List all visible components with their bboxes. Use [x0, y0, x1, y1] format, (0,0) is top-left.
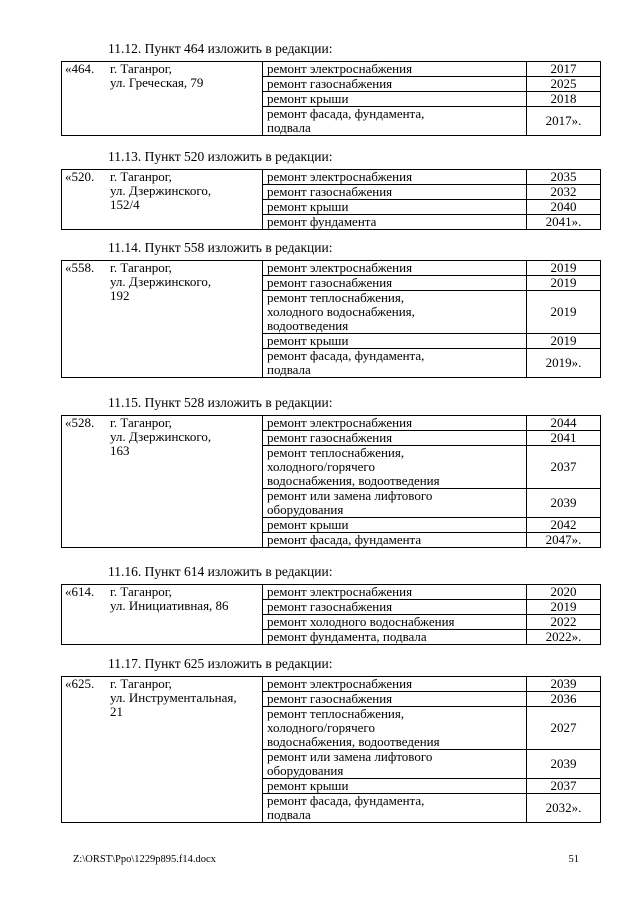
work-type-line: ремонт электроснабжения: [267, 584, 413, 599]
address-cell: [107, 416, 263, 548]
work-type-cell: [263, 630, 527, 645]
table-row: [62, 170, 601, 185]
item-number: «558.: [62, 261, 108, 378]
work-type-cell: [263, 518, 527, 533]
footer-file-path: Z:\ORST\Ppo\1229p895.f14.docx: [73, 854, 216, 865]
year-cell: 2022: [527, 615, 601, 630]
work-type-line: ремонт фасада, фундамента,: [267, 106, 425, 121]
work-type-line: ремонт газоснабжения: [267, 599, 393, 614]
work-type-line: ремонт газоснабжения: [267, 184, 393, 199]
year-cell: 2040: [527, 200, 601, 215]
work-type-line: ремонт газоснабжения: [267, 691, 393, 706]
work-type-line: водоснабжения, водоотведения: [267, 473, 440, 488]
work-type-line: ремонт крыши: [267, 517, 349, 532]
work-type-line: ремонт крыши: [267, 91, 349, 106]
table-row: [62, 677, 601, 692]
work-type-line: ремонт холодного водоснабжения: [267, 614, 455, 629]
year-cell: 2019: [527, 261, 601, 276]
work-type-cell: [263, 750, 527, 779]
table-row: [62, 585, 601, 600]
work-type-line: холодного водоснабжения,: [267, 304, 415, 319]
year-cell: 2020: [527, 585, 601, 600]
year-cell: 2042: [527, 518, 601, 533]
work-type-line: ремонт или замена лифтового: [267, 749, 433, 764]
work-type-cell: [263, 615, 527, 630]
work-type-line: ремонт фасада, фундамента,: [267, 793, 425, 808]
work-type-line: ремонт электроснабжения: [267, 169, 413, 184]
year-cell: 2039: [527, 489, 601, 518]
year-cell: 2032: [527, 185, 601, 200]
address-line: ул. Дзержинского,: [110, 274, 212, 289]
address-cell: [107, 585, 263, 645]
work-type-cell: [263, 416, 527, 431]
work-type-line: ремонт электроснабжения: [267, 260, 413, 275]
address-line: г. Таганрог,: [110, 260, 172, 275]
section-heading: 11.12. Пункт 464 изложить в редакции:: [108, 41, 333, 56]
address-line: 163: [110, 443, 130, 458]
work-type-cell: [263, 779, 527, 794]
work-type-line: оборудования: [267, 763, 344, 778]
address-line: г. Таганрог,: [110, 169, 172, 184]
year-cell: 2027: [527, 707, 601, 750]
address-cell: [107, 62, 263, 136]
year-cell: 2035: [527, 170, 601, 185]
work-type-cell: [263, 276, 527, 291]
work-type-cell: [263, 291, 527, 334]
work-type-line: ремонт фасада, фундамента,: [267, 348, 425, 363]
work-type-cell: [263, 185, 527, 200]
table-row: [62, 261, 601, 276]
work-type-cell: [263, 446, 527, 489]
section-heading: 11.17. Пункт 625 изложить в редакции:: [108, 656, 333, 671]
address-line: г. Таганрог,: [110, 415, 172, 430]
address-line: г. Таганрог,: [110, 676, 172, 691]
work-type-line: ремонт теплоснабжения,: [267, 445, 405, 460]
year-cell: 2018: [527, 92, 601, 107]
work-type-line: ремонт фасада, фундамента: [267, 532, 422, 547]
work-type-cell: [263, 170, 527, 185]
year-cell: 2025: [527, 77, 601, 92]
address-line: 21: [110, 704, 123, 719]
year-cell: 2032».: [527, 794, 601, 823]
year-cell: 2041: [527, 431, 601, 446]
work-type-cell: [263, 489, 527, 518]
item-number: «528.: [62, 416, 108, 548]
repair-table: [61, 61, 601, 136]
work-type-cell: [263, 200, 527, 215]
work-type-line: ремонт электроснабжения: [267, 676, 413, 691]
section-heading: 11.16. Пункт 614 изложить в редакции:: [108, 564, 333, 579]
year-cell: 2037: [527, 446, 601, 489]
work-type-line: ремонт теплоснабжения,: [267, 706, 405, 721]
work-type-line: ремонт газоснабжения: [267, 275, 393, 290]
work-type-line: ремонт крыши: [267, 778, 349, 793]
address-line: 192: [110, 288, 130, 303]
footer-page-number: 51: [568, 854, 579, 865]
year-cell: 2019: [527, 600, 601, 615]
work-type-cell: [263, 77, 527, 92]
work-type-line: подвала: [267, 362, 311, 377]
address-line: ул. Инициативная, 86: [110, 598, 229, 613]
work-type-line: холодного/горячего: [267, 459, 375, 474]
year-cell: 2017: [527, 62, 601, 77]
work-type-line: ремонт или замена лифтового: [267, 488, 433, 503]
work-type-cell: [263, 585, 527, 600]
work-type-line: ремонт газоснабжения: [267, 76, 393, 91]
work-type-line: ремонт крыши: [267, 333, 349, 348]
work-type-cell: [263, 215, 527, 230]
work-type-line: ремонт теплоснабжения,: [267, 290, 405, 305]
work-type-cell: [263, 692, 527, 707]
work-type-line: ремонт фундамента: [267, 214, 377, 229]
year-cell: 2022».: [527, 630, 601, 645]
work-type-cell: [263, 107, 527, 136]
year-cell: 2019».: [527, 349, 601, 378]
year-cell: 2036: [527, 692, 601, 707]
item-number: «464.: [62, 62, 108, 136]
address-line: г. Таганрог,: [110, 61, 172, 76]
repair-table: [61, 415, 601, 548]
repair-table: [61, 676, 601, 823]
work-type-cell: [263, 92, 527, 107]
section-heading: 11.15. Пункт 528 изложить в редакции:: [108, 395, 333, 410]
item-number: «520.: [62, 170, 108, 230]
address-cell: [107, 170, 263, 230]
work-type-line: подвала: [267, 120, 311, 135]
address-line: ул. Дзержинского,: [110, 183, 212, 198]
address-line: ул. Греческая, 79: [110, 75, 204, 90]
item-number: «614.: [62, 585, 108, 645]
year-cell: 2047».: [527, 533, 601, 548]
year-cell: 2019: [527, 276, 601, 291]
work-type-cell: [263, 600, 527, 615]
address-line: г. Таганрог,: [110, 584, 172, 599]
work-type-cell: [263, 794, 527, 823]
address-line: ул. Инструментальная,: [110, 690, 237, 705]
work-type-line: холодного/горячего: [267, 720, 375, 735]
work-type-line: ремонт электроснабжения: [267, 61, 413, 76]
address-line: ул. Дзержинского,: [110, 429, 212, 444]
section-heading: 11.13. Пункт 520 изложить в редакции:: [108, 149, 333, 164]
year-cell: 2017».: [527, 107, 601, 136]
year-cell: 2019: [527, 291, 601, 334]
work-type-cell: [263, 349, 527, 378]
repair-table: [61, 260, 601, 378]
section-heading: 11.14. Пункт 558 изложить в редакции:: [108, 240, 333, 255]
work-type-cell: [263, 707, 527, 750]
work-type-line: ремонт фундамента, подвала: [267, 629, 427, 644]
year-cell: 2039: [527, 750, 601, 779]
work-type-cell: [263, 677, 527, 692]
work-type-line: водоотведения: [267, 318, 349, 333]
table-row: [62, 62, 601, 77]
address-cell: [107, 261, 263, 378]
work-type-line: ремонт газоснабжения: [267, 430, 393, 445]
year-cell: 2037: [527, 779, 601, 794]
year-cell: 2041».: [527, 215, 601, 230]
address-cell: [107, 677, 263, 823]
work-type-cell: [263, 334, 527, 349]
work-type-line: ремонт крыши: [267, 199, 349, 214]
year-cell: 2019: [527, 334, 601, 349]
table-row: [62, 416, 601, 431]
repair-table: [61, 584, 601, 645]
year-cell: 2039: [527, 677, 601, 692]
year-cell: 2044: [527, 416, 601, 431]
work-type-cell: [263, 431, 527, 446]
work-type-cell: [263, 62, 527, 77]
work-type-cell: [263, 261, 527, 276]
work-type-cell: [263, 533, 527, 548]
work-type-line: подвала: [267, 807, 311, 822]
work-type-line: водоснабжения, водоотведения: [267, 734, 440, 749]
work-type-line: ремонт электроснабжения: [267, 415, 413, 430]
repair-table: [61, 169, 601, 230]
item-number: «625.: [62, 677, 108, 823]
work-type-line: оборудования: [267, 502, 344, 517]
address-line: 152/4: [110, 197, 140, 212]
